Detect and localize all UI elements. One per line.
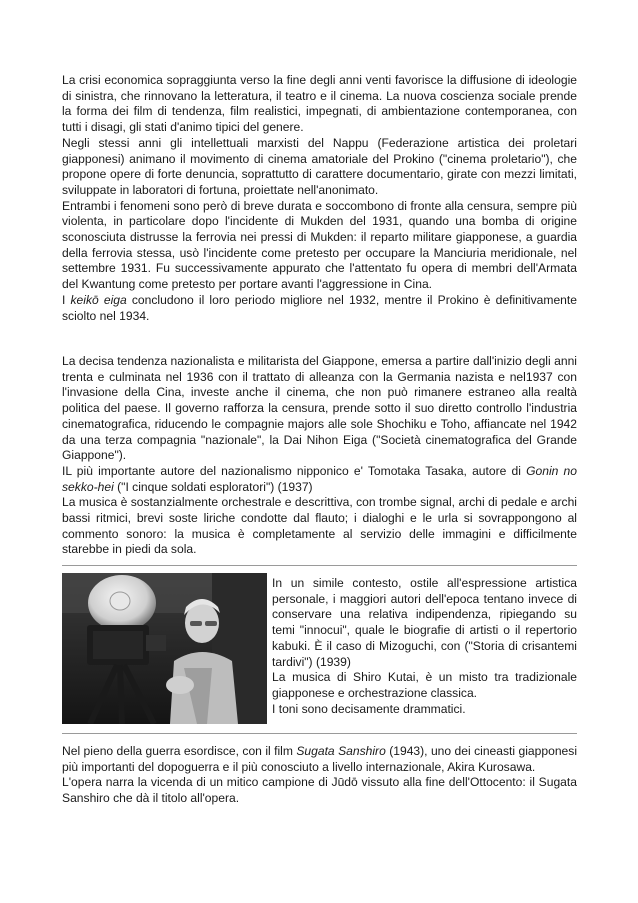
section-4 [62,744,577,807]
section-3-sidebar-text [272,576,577,717]
paragraph-4 [62,293,577,324]
paragraph-1: La crisi economica sopraggiunta verso la fine degli anni venti favorisce la diffusione di ideologie di sinistra, che rinnovano la letteratura, il teatro e il cinema. La nuova coscienza sociale prende la forma dei film di tendenza, film realistici, impegnati, di ambientazione contemporanea, con tutti i disagi, gli stati d'animo tipici del genere. [62,73,577,135]
paragraph-8: In un simile contesto, ostile all'espressione artistica personale, i maggiori autori dell'epoca tentano invece di conservare una relativa indipendenza, ripiegando su temi "innocui", quale le biografie di artisti o il repertorio kabuki. È il caso di Mizoguchi, con ("Storia di crisantemi tardivi") (1939) [272,576,577,669]
paragraph-3: Entrambi i fenomeni sono però di breve durata e soccombono di fronte alla censura, sempre più violenta, in particolare dopo l'incidente di Mukden del 1931, quando una bomba di origine sconosciuta distrusse la ferrovia nei pressi di Mukden: il reparto militare giapponese, a guardia della ferrovia stessa, usò l'incidente come pretesto per occupare la Manciuria meridionale, nel settembre 1931. Fu successivamente appurato che l'attentato fu opera di membri dell'Armata del Kwantung come pretesto per portare avanti l'aggressione in Cina. [62,198,577,292]
paragraph-12: L'opera narra la vicenda di un mitico campione di Jūdō vissuto alla fine dell'Ottocento: il Sugata Sanshiro che dà il titolo all'opera. [62,775,577,806]
divider [62,565,577,566]
keiko-eiga-term: keikō eiga [70,292,127,307]
paragraph-9: La musica di Shiro Kutai, è un misto tra tradizionale giapponese e orchestrazione classica. [272,670,577,700]
text-rest: ("I cinque soldati esploratori") (1937) [113,479,313,494]
text-prefix: Nel pieno della guerra esordisce, con il film [62,744,297,758]
film-title-sugata: Sugata Sanshiro [296,744,386,758]
section-2 [62,354,577,558]
text-prefix: IL più importante autore del nazionalismo nipponico e' Tomotaka Tasaka, autore di [62,463,527,478]
photo-image [62,573,267,724]
film-title-gonin: Gonin no sekko-hei [62,463,577,494]
paragraph-11 [62,744,577,775]
text-rest: (1943), uno dei cineasti giapponesi più importanti del dopoguerra e il più conosciuto a livello internazionale, Akira Kurosawa. [62,744,578,774]
photo-director-with-camera [62,573,267,724]
paragraph-10: I toni sono decisamente drammatici. [272,701,466,716]
paragraph-6 [62,464,577,495]
divider [62,733,577,734]
text-rest: concludono il loro periodo migliore nel 1932, mentre il Prokino è definitivamente sciolto nel 1934. [62,292,577,323]
section-1 [62,73,577,324]
paragraph-5: La decisa tendenza nazionalista e militarista del Giappone, emersa a partire dall'inizio degli anni trenta e culminata nel 1936 con il trattato di alleanza con la Germania nazista e nel1937 con l'invasione della Cina, investe anche il cinema, che non può rimanere estraneo alla realtà politica del paese. Il governo rafforza la censura, prende sotto il suo diretto controllo l'industria cinematografica, riducendo le compagnie majors alle sole Shochiku e Toho, affiancate nel 1942 da una terza compagnia "nazionale", la Dai Nihon Eiga ("Società cinematografica del Grande Giappone"). [62,354,577,463]
paragraph-7: La musica è sostanzialmente orchestrale e descrittiva, con trombe signal, archi di pedale e archi bassi ritmici, brevi soste liriche condotte dal flauto; i dialoghi e le urla si sovrappongono al commento sonoro: la musica è completamente al servizio delle immagini e difficilmente starebbe in piedi da sola. [62,495,577,557]
text-prefix: I [62,292,71,307]
paragraph-2: Negli stessi anni gli intellettuali marxisti del Nappu (Federazione artistica dei proletari giapponesi) animano il movimento di cinema amatoriale del Prokino ("cinema proletario"), che propone opere di forte denuncia, soprattutto di carattere documentario, girate con mezzi limitati, sviluppate in laboratori di fortuna, proiettate nell'anonimato. [62,135,577,197]
